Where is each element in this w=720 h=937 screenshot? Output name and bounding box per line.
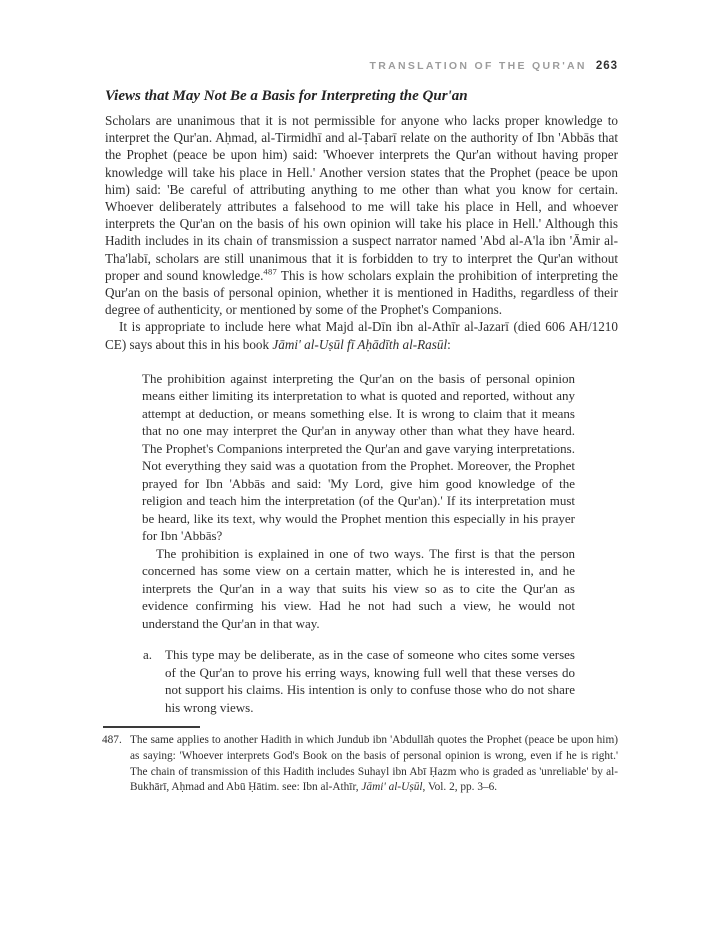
page-number: 263 [595,60,618,72]
list-marker: a. [143,647,153,663]
paragraph-text: : [447,336,451,352]
footnote-work-title: Jāmi' al-Uṣūl [361,781,423,794]
section-title: Views that May Not Be a Basis for Interpreting the Qur'an [105,88,468,104]
footnotes-section [102,726,618,795]
footnote-text: The same applies to another Hadith in which Jundub ibn 'Abdullāh quotes the Prophet (peace be upon him) as saying: 'Whoever interprets God's Book on the basis of personal opinion is wrong, even if he is right.' The chain of transmission of this Hadith includes Suhayl ibn Abī Ḥazm who is graded as 'unreliable' by al-Bukhārī, Aḥmad and Abū Ḥātim. see: Ibn al-Athīr, [130,734,618,794]
quote-paragraph-1: The prohibition against interpreting the Qur'an on the basis of personal opinion means either limiting its interpretation to what is quoted and reported, without any attempt at deduction, or means something else. It is wrong to claim that it means that no one may interpret the Qur'an in anyway other than what they have heard. The Prophet's Companions interpreted the Qur'an and gave varying interpretations. Not everything they said was a quotation from the Prophet. Moreover, the Prophet prayed for Ibn 'Abbās and said: 'My Lord, give him good knowledge of the religion and teach him the interpretation (of the Qur'an).' If its interpretation must be heard, like its text, why would the Prophet mention this especially in his prayer for Ibn 'Abbās? [142,370,575,544]
list-item-a [143,646,575,716]
paragraph-text: It is appropriate to include here what Majd al-Dīn ibn al-Athīr al-Jazarī (died 606 AH/1210 CE) says about this in his book [105,319,618,352]
footnote-487 [102,733,618,795]
paragraph-text: Scholars are unanimous that it is not permissible for anyone who lacks proper knowledge to interpret the Qur'an. Aḥmad, al-Tirmidhī and al-Ṭabarī relate on the authority of Ibn 'Abbās that the Prophet (peace be upon him) said: 'Whoever interprets the Qur'an without having proper knowledge will take his place in Hell.' Another version states that the Prophet (peace be upon him) said: 'Be careful of attributing anything to me other than what you know for certain. Whoever deliberately attributes a falsehood to me will take his place in Hell, and whoever interprets the Qur'an on the basis of his own opinion will take his place in Hell.' Although this Hadith includes in its chain of transmission a suspect narrator named 'Abd al-A'la ibn 'Āmir al-Tha'labī, scholars are still unanimous that it is forbidden to try to interpret the Qur'an without proper and sound knowledge. [105,113,618,283]
footnote-rule [103,726,200,728]
block-quote [142,370,575,633]
body-paragraph-1 [105,112,618,318]
running-head [105,60,618,72]
footnote-number: 487. [102,734,122,747]
book-title: Jāmi' al-Uṣūl fī Aḥādīth al-Rasūl [272,336,448,352]
quote-paragraph-2: The prohibition is explained in one of two ways. The first is that the person concerned has some view on a certain matter, which he is interested in, and he interprets the Qur'an in a way that suits his view so as to cite the Qur'an as evidence confirming his view. Had he not had such a view, he would not understand the Qur'an in that way. [142,545,575,631]
footnote-text: , Vol. 2, pp. 3–6. [422,781,498,794]
running-title: TRANSLATION OF THE QUR'AN [369,60,587,72]
footnote-reference: 487 [263,266,278,277]
list-item-text: This type may be deliberate, as in the case of someone who cites some verses of the Qur'an to prove his erring ways, knowing full well that these verses do not support his claims. His intention is only to confuse those who do not share his wrong views. [165,647,575,715]
body-paragraph-2 [105,318,618,352]
paragraph-text: This is how scholars explain the prohibition of interpreting the Qur'an on the basis of personal opinion, whether it is mentioned in Hadiths, regardless of their degree of authenticity, or mentioned by some of the Prophet's Companions. [105,267,618,318]
